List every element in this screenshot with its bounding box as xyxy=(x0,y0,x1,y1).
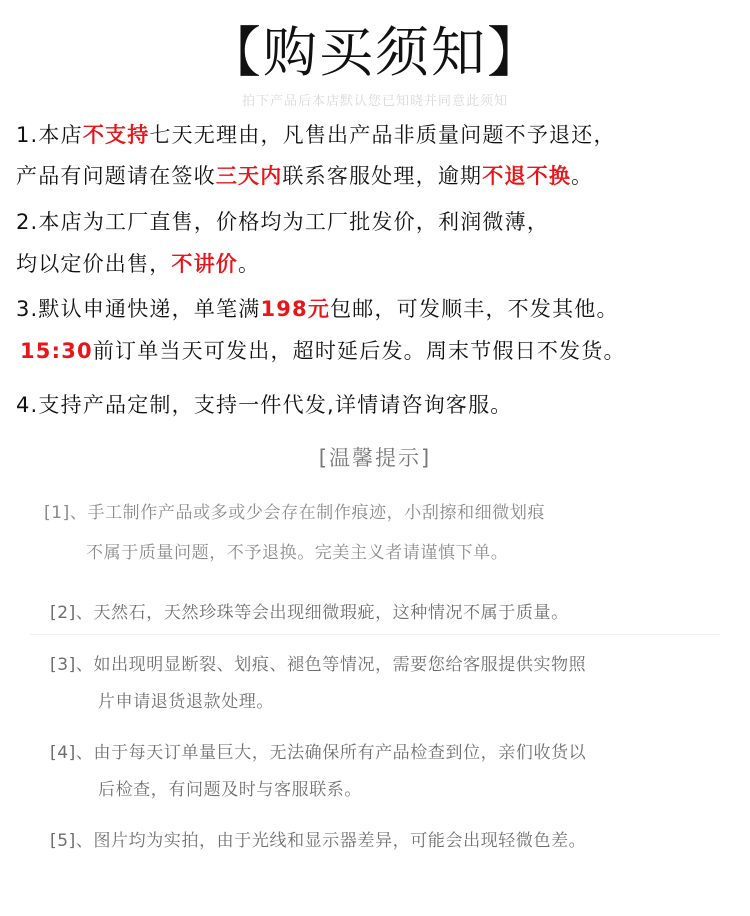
tip-1-line-1: [1]、手工制作产品或多或少会存在制作痕迹，小刮擦和细微划痕 xyxy=(44,503,546,523)
rule-2-line-2 xyxy=(16,249,260,279)
rule-3-highlight-time: 15:30 xyxy=(20,339,93,363)
rule-2-text-a: 均以定价出售， xyxy=(16,252,172,276)
rule-1-highlight-no-return: 不退不换 xyxy=(482,164,572,188)
rule-1-text-a: 1.本店 xyxy=(16,123,83,147)
tips-heading: [温馨提示] xyxy=(318,446,432,470)
rule-1-text-d: 联系客服处理，逾期 xyxy=(282,164,483,188)
rule-2-line-1: 2.本店为工厂直售，价格均为工厂批发价，利润微薄， xyxy=(16,210,550,234)
page-title: 【购买须知】 xyxy=(207,21,543,84)
rule-3-text-c: 前订单当天可发出，超时延后发。周末节假日不发货。 xyxy=(92,339,626,363)
rule-3-text-b: 包邮，可发顺丰，不发其他。 xyxy=(330,297,619,321)
tip-2-line-1: [2]、天然石，天然珍珠等会出现细微瑕疵，这种情况不属于质量。 xyxy=(50,603,569,623)
rule-2-highlight-no-bargain: 不讲价 xyxy=(171,252,239,276)
tip-3-line-2: 片申请退货退款处理。 xyxy=(98,692,274,712)
rule-3-text-a: 3.默认申通快递，单笔满 xyxy=(16,297,261,321)
page-subtitle: 拍下产品后本店默认您已知晓并同意此须知 xyxy=(241,94,508,109)
tip-4-line-2: 后检查，有问题及时与客服联系。 xyxy=(98,780,362,800)
rule-1-line-2 xyxy=(16,161,593,191)
rule-1-highlight-no-support: 不支持 xyxy=(82,123,150,147)
faint-divider xyxy=(30,634,720,635)
rule-2-text-b: 。 xyxy=(238,252,261,276)
rule-1-text-e: 。 xyxy=(571,164,594,188)
rule-1-line-1 xyxy=(16,120,616,150)
tip-5-line-1: [5]、图片均为实拍，由于光线和显示器差异，可能会出现轻微色差。 xyxy=(50,831,587,851)
tip-4-line-1: [4]、由于每天订单量巨大，无法确保所有产品检查到位，亲们收货以 xyxy=(50,743,587,763)
rule-1-text-b: 七天无理由，凡售出产品非质量问题不予退还， xyxy=(149,123,616,147)
rule-3-line-1 xyxy=(16,294,619,324)
rule-3-highlight-198: 198元 xyxy=(260,297,331,321)
tip-3-line-1: [3]、如出现明显断裂、划痕、褪色等情况，需要您给客服提供实物照 xyxy=(50,655,587,675)
rule-3-line-2 xyxy=(20,336,626,366)
tip-1-line-2: 不属于质量问题，不予退换。完美主义者请谨慎下单。 xyxy=(86,543,509,563)
rule-1-text-c: 产品有问题请在签收 xyxy=(16,164,216,188)
rule-1-highlight-three-days: 三天内 xyxy=(215,164,283,188)
rule-4-line-1: 4.支持产品定制，支持一件代发,详情请咨询客服。 xyxy=(16,393,513,417)
